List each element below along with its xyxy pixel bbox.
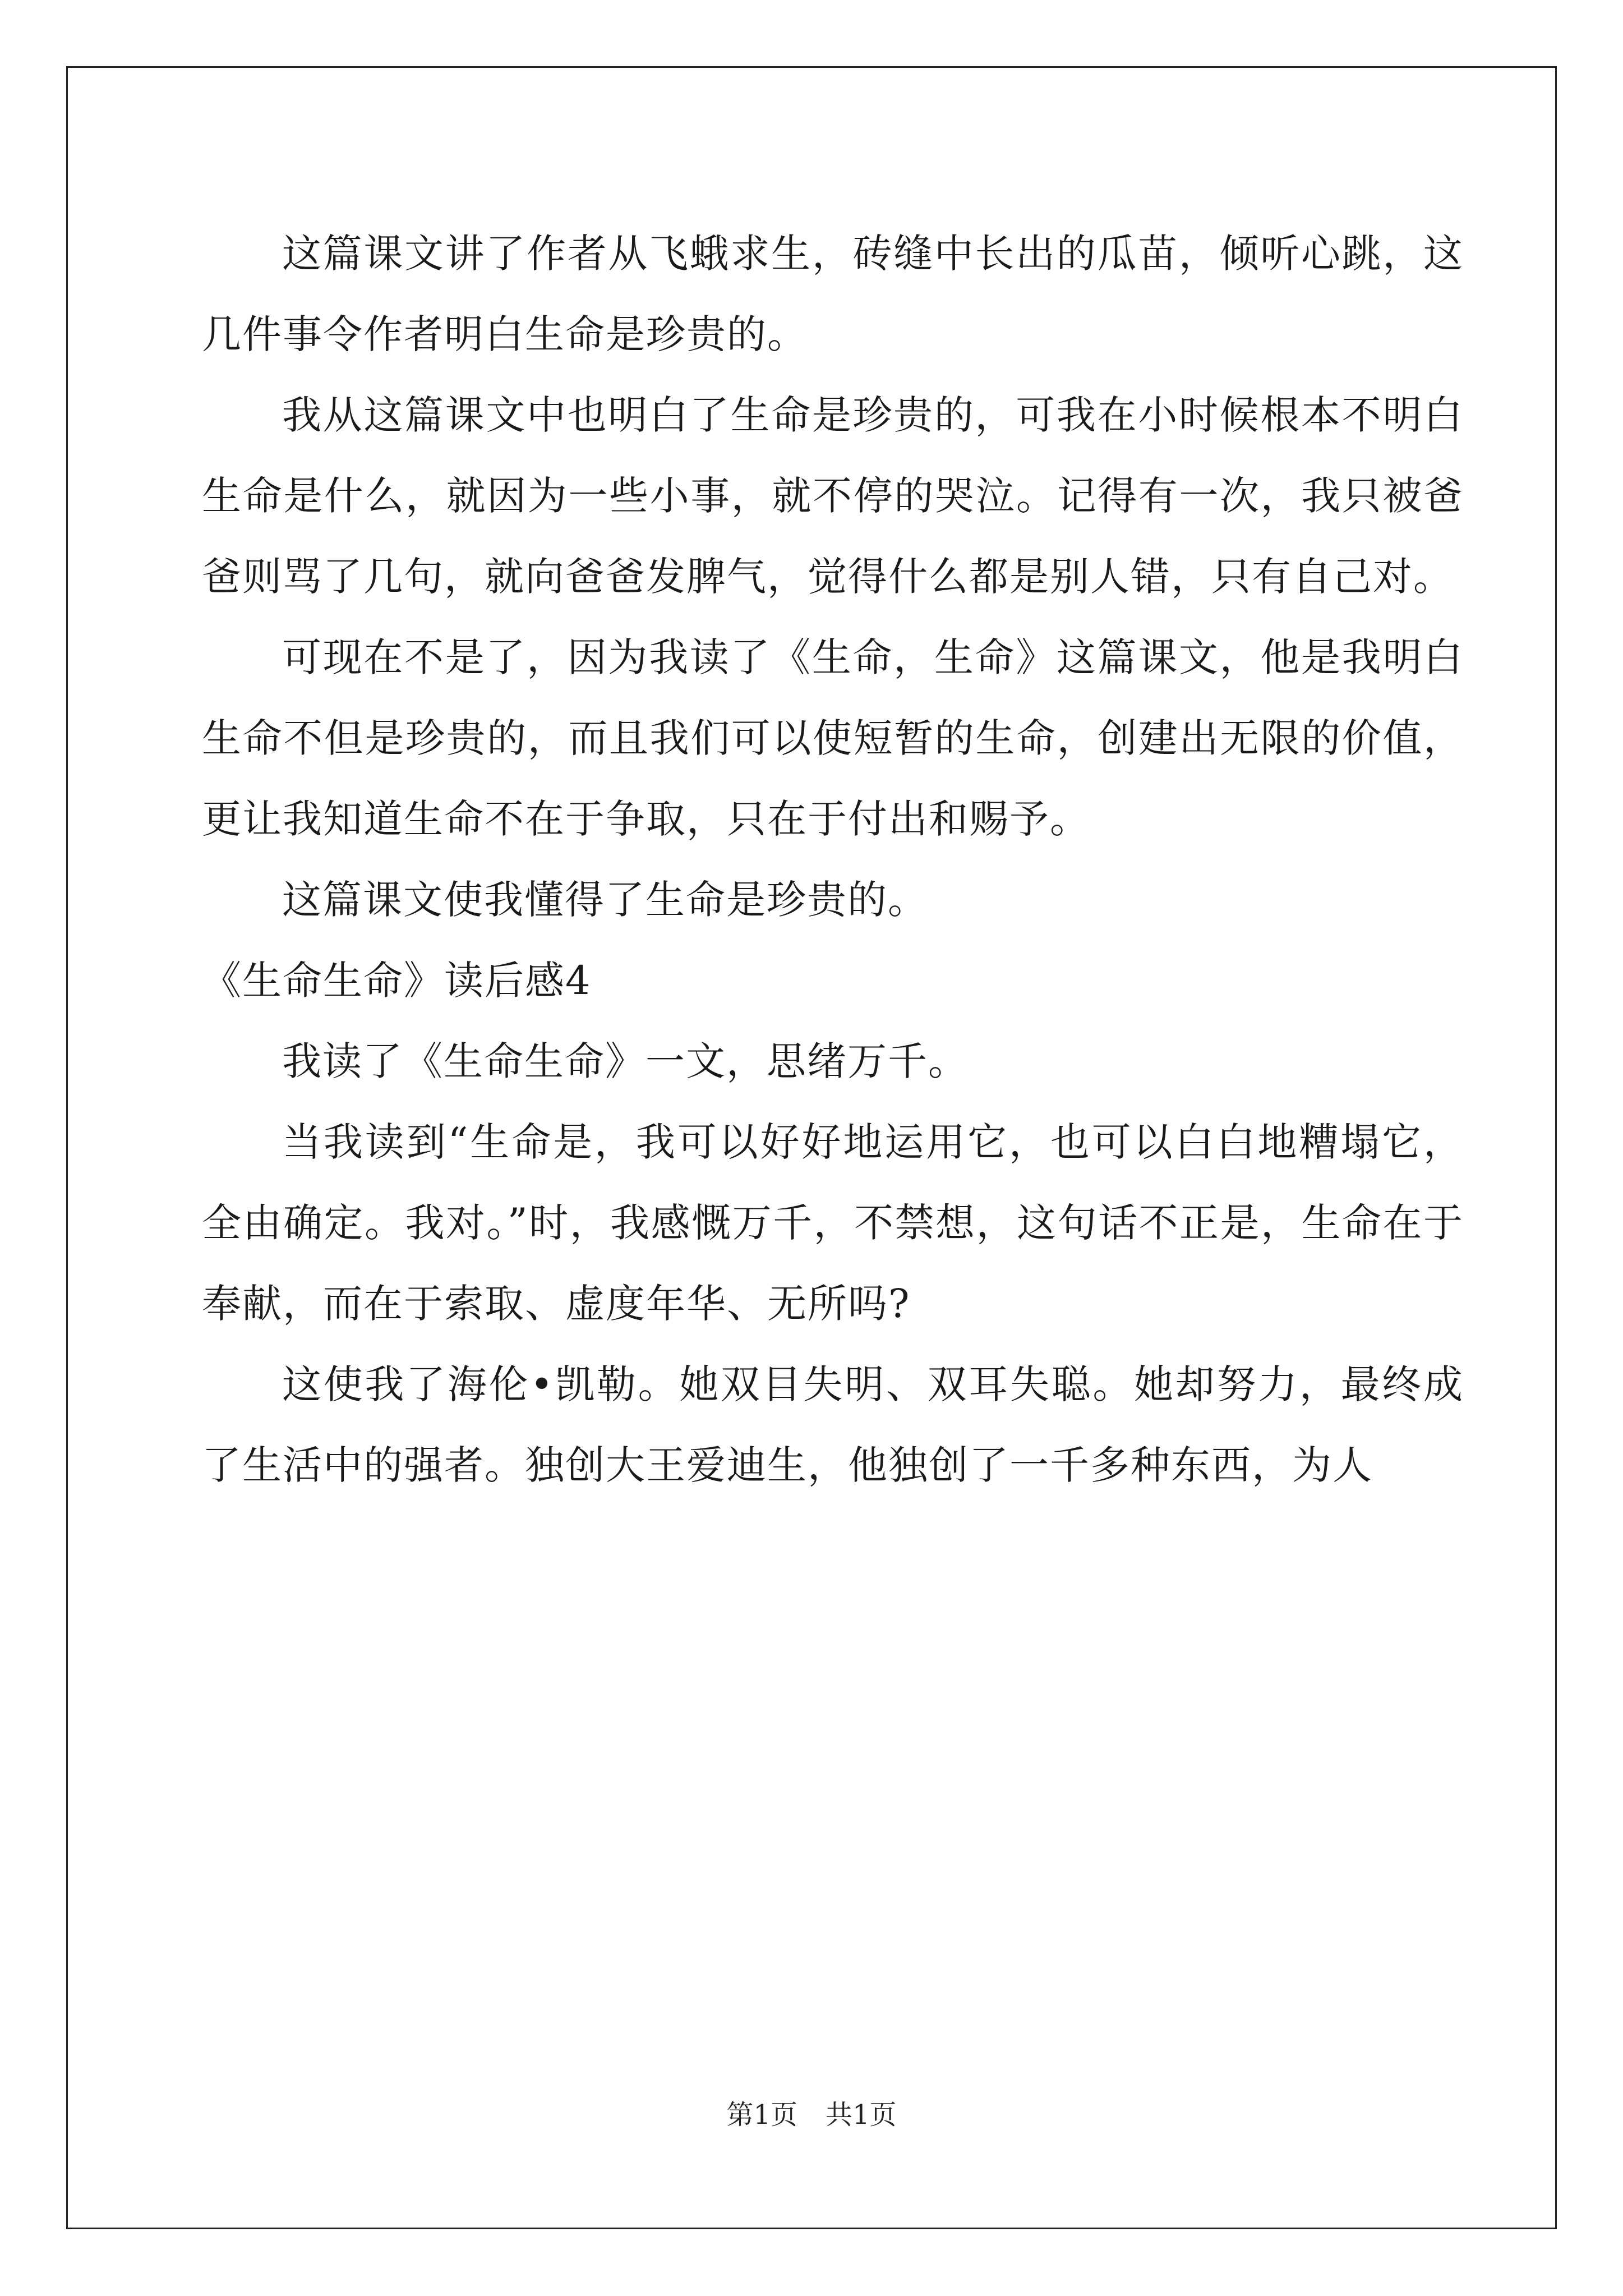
paragraph-7: 这使我了海伦•凯勒。她双目失明、双耳失聪。她却努力，最终成了生活中的强者。独创大王爱迪生，他独创了一千多种东西，为人 (202, 1361, 1464, 1488)
section-heading: 《生命生命》读后感4 (202, 958, 592, 1004)
paragraph-1: 这篇课文讲了作者从飞蛾求生，砖缝中长出的瓜苗，倾听心跳，这几件事令作者明白生命是珍贵的。 (202, 231, 1464, 357)
paragraph-2: 我从这篇课文中也明白了生命是珍贵的，可我在小时候根本不明白生命是什么，就因为一些小事，就不停的哭泣。记得有一次，我只被爸爸则骂了几句，就向爸爸发脾气，觉得什么都是别人错，只有自己对。 (202, 392, 1464, 600)
paragraph-3: 可现在不是了，因为我读了《生命，生命》这篇课文，他是我明白生命不但是珍贵的，而且我们可以使短暂的生命，创建出无限的价值，更让我知道生命不在于争取，只在于付出和赐予。 (202, 634, 1464, 842)
paragraph-6: 当我读到“生命是，我可以好好地运用它，也可以白白地糟塌它，全由确定。我对。”时，我感慨万千，不禁想，这句话不正是，生命在于奉献，而在于索取、虚度年华、无所吗? (202, 1119, 1464, 1327)
page-footer (0, 2098, 1623, 2132)
page-total: 共1页 (826, 2099, 897, 2131)
paragraph-4: 这篇课文使我懂得了生命是珍贵的。 (282, 877, 928, 923)
paragraph-5: 我读了《生命生命》一文，思绪万千。 (282, 1038, 969, 1084)
document-body (202, 213, 1464, 1506)
page-number: 第1页 (726, 2099, 797, 2131)
